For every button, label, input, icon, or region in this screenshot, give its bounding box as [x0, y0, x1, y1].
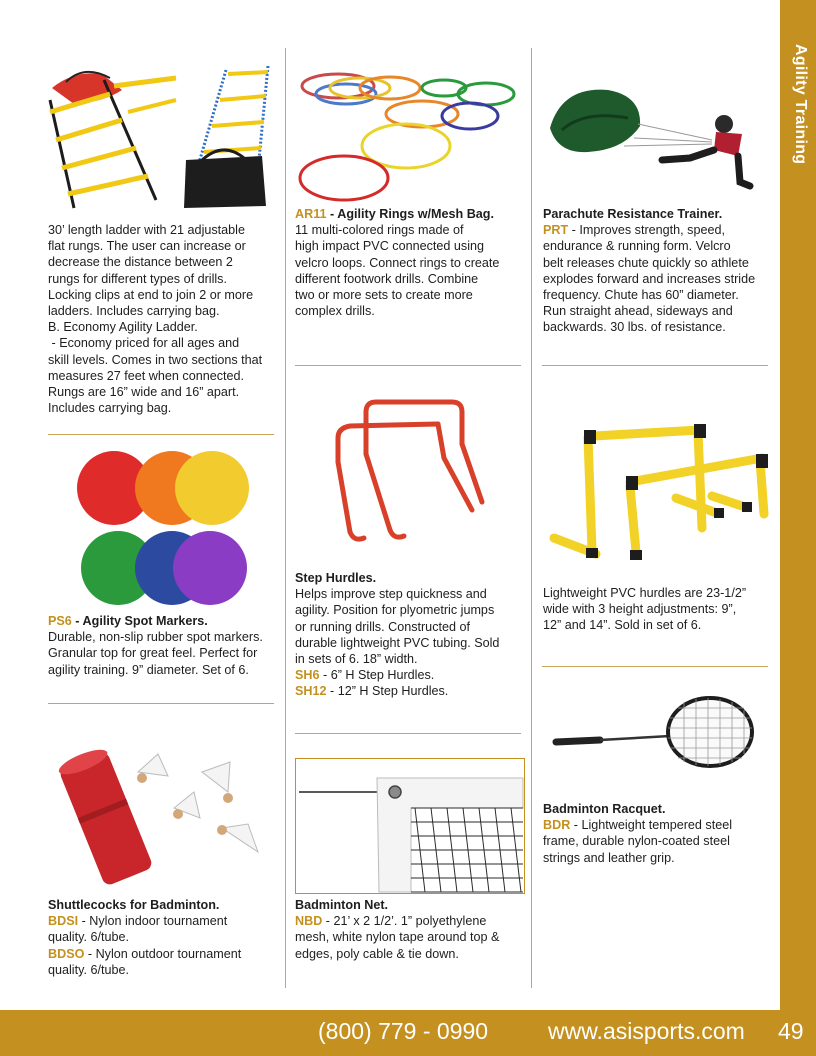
product-title: Shuttlecocks for Badminton. [48, 898, 220, 912]
parachute-image [544, 80, 756, 190]
product-title: Step Hurdles. [295, 571, 377, 585]
product-code: PRT [543, 223, 569, 238]
pvc-hurdles-image [546, 398, 770, 570]
step-hurdles-description: Step Hurdles. Helps improve step quickness and agility. Position for plyometric jumps or running drills. Constructed of durable lightweight PVC tubing. Sold in sets of 6. 18” width. SH6 - 6” H Step Hurdles. SH12 - 12” H Step Hurdles. [295, 570, 527, 700]
product-code: NBD [295, 914, 323, 929]
section-divider [295, 733, 521, 734]
product-title: Badminton Racquet. [543, 802, 666, 816]
product-title: Parachute Resistance Trainer. [543, 207, 723, 221]
page-number: 49 [778, 1018, 804, 1044]
website-link[interactable]: www.asisports.com [548, 1018, 745, 1044]
product-title: - Agility Rings w/Mesh Bag. [326, 207, 494, 221]
agility-ladder-image [44, 60, 276, 210]
product-code: PS6 [48, 614, 72, 628]
spot-markers-image [76, 444, 256, 610]
product-code: SH6 [295, 668, 320, 683]
shuttlecocks-image [52, 744, 272, 890]
product-code: BDSO [48, 946, 85, 961]
product-code: BDR [543, 818, 571, 833]
section-divider [48, 703, 274, 704]
badminton-net-image [295, 758, 525, 894]
product-title: - Agility Spot Markers. [71, 614, 208, 628]
ladder-description: 30’ length ladder with 21 adjustable flat rungs. The user can increase or decrease the distance between 2 rungs for different types of drills. Locking clips at end to join 2 or more ladders. Includes carrying bag. B. Economy Agility Ladder. - Economy priced for all ages and skill levels. Comes in two sections that measures 27 feet when connected. Rungs are 16” wide and 16” apart. Includes carrying bag. [48, 223, 263, 416]
product-code: BDSI [48, 914, 79, 929]
agility-rings-description: AR11 - Agility Rings w/Mesh Bag. 11 multi-colored rings made of high impact PVC connected using velcro loops. Connect rings to create different footwork drills. Combine two or more sets to create more complex drills. [295, 207, 500, 319]
shuttlecocks-description: Shuttlecocks for Badminton. BDSI - Nylon indoor tournament quality. 6/tube. BDSO - Nylon outdoor tournament quality. 6/tube. [48, 897, 280, 978]
step-hurdles-image [320, 398, 500, 550]
spot-markers-description: PS6 - Agility Spot Markers. Durable, non-slip rubber spot markers. Granular top for great feel. Perfect for agility training. 9” diameter. Set of 6. [48, 614, 263, 677]
badminton-racquet-image [552, 694, 756, 780]
pvc-hurdles-description: Lightweight PVC hurdles are 23-1/2” wide with 3 height adjustments: 9”, 12” and 14”. Sold in set of 6. [543, 586, 747, 633]
section-divider [542, 365, 768, 366]
section-title: Agility Training [792, 44, 809, 165]
parachute-description: Parachute Resistance Trainer. PRT - Improves strength, speed, endurance & running form. Velcro belt releases chute quickly so athlete explodes forward and increases stride frequency. Chute has 60” diameter. Run straight ahead, sideways and backwards. 30 lbs. of resistance. [543, 206, 775, 336]
column-divider [285, 48, 286, 988]
phone-number: (800) 779 - 0990 [318, 1018, 489, 1044]
badminton-racquet-description: Badminton Racquet. BDR - Lightweight tempered steel frame, durable nylon-coated steel strings and leather grip. [543, 801, 775, 866]
product-code: SH12 [295, 684, 327, 699]
badminton-net-description: Badminton Net. NBD - 21’ x 2 1/2’. 1” polyethylene mesh, white nylon tape around top & edges, poly cable & tie down. [295, 897, 527, 962]
column-divider [531, 48, 532, 988]
product-code: AR11 [295, 207, 327, 221]
section-divider [295, 365, 521, 366]
product-title: Badminton Net. [295, 898, 389, 912]
section-divider [48, 434, 274, 435]
agility-rings-image [296, 66, 520, 204]
section-divider [542, 666, 768, 667]
